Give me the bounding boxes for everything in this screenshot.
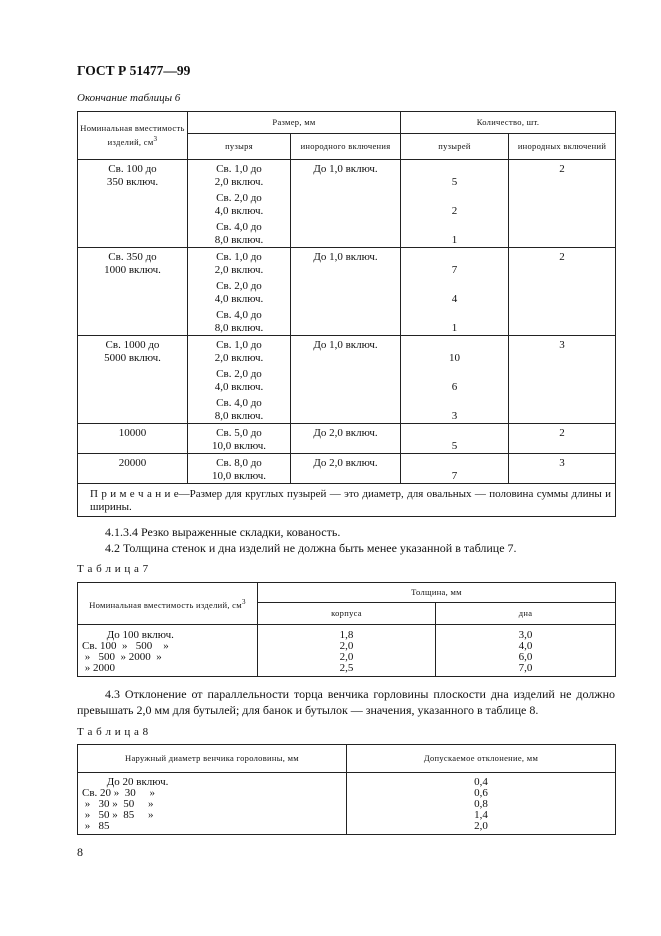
table8-caption: Т а б л и ц а 8: [77, 726, 149, 738]
capacity-cell: Св. 1000 до 5000 включ.: [78, 336, 188, 424]
bubble-size-cell: Св. 8,0 до 10,0 включ.: [188, 454, 291, 484]
table8-header-deviation: Допускаемое отклонение, мм: [347, 745, 616, 773]
table-7: [77, 582, 616, 677]
table-row: [78, 424, 616, 454]
table-row: [78, 160, 616, 248]
bubble-size-cell: Св. 1,0 до 2,0 включ. Св. 2,0 до 4,0 включ. Св. 4,0 до 8,0 включ.: [188, 336, 291, 424]
table7-header-body: корпуса: [258, 603, 436, 625]
inclusion-count-cell: 3: [509, 336, 616, 424]
table6-header-count: Количество, шт.: [401, 112, 616, 134]
table-row: [78, 773, 616, 835]
bottom-thickness-cell: 3,0 4,0 6,0 7,0: [436, 625, 616, 677]
deviation-cell: 0,4 0,6 0,8 1,4 2,0: [347, 773, 616, 835]
inclusion-size-cell: До 1,0 включ.: [291, 336, 401, 424]
paragraph-4-3: 4.3 Отклонение от параллельности торца венчика горловины плоскости дна изделий не должно превышать 2,0 мм для бутылей; для банок и бутылок — значения, указанного в таблице 8.: [77, 687, 615, 717]
table-row: [78, 248, 616, 336]
inclusion-size-cell: До 1,0 включ.: [291, 160, 401, 248]
table6-header-capacity: Номинальная вместимость изделий, $см^3$: [78, 112, 188, 160]
capacity-cell: Св. 100 до 350 включ.: [78, 160, 188, 248]
bubble-size-cell: Св. 1,0 до 2,0 включ. Св. 2,0 до 4,0 включ. Св. 4,0 до 8,0 включ.: [188, 160, 291, 248]
inclusion-size-cell: До 2,0 включ.: [291, 424, 401, 454]
table6-header-bubble-size: пузыря: [188, 134, 291, 160]
table8-header-diameter: Наружный диаметр венчика гороловины, мм: [78, 745, 347, 773]
capacity-cell: До 100 включ. Св. 100 » 500 » » 500 » 2000 » » 2000: [78, 625, 258, 677]
table6-header-inclusion-count: инородных включений: [509, 134, 616, 160]
inclusion-count-cell: 2: [509, 424, 616, 454]
paragraph-4-1-3-4: 4.1.3.4 Резко выраженные складки, кованость.: [105, 525, 341, 539]
table7-caption: Т а б л и ц а 7: [77, 563, 149, 575]
bubble-count-cell: 7: [401, 454, 509, 484]
bubble-count-cell: 5: [401, 424, 509, 454]
note-text: —Размер для круглых пузырей — это диаметр, для овальных — половина суммы длины и ширины.: [90, 488, 611, 513]
inclusion-size-cell: До 1,0 включ.: [291, 248, 401, 336]
capacity-cell: 20000: [78, 454, 188, 484]
capacity-cell: 10000: [78, 424, 188, 454]
bubble-count-cell: 7 4 1: [401, 248, 509, 336]
note-label: П р и м е ч а н и е: [90, 488, 179, 500]
table6-header-bubble-count: пузырей: [401, 134, 509, 160]
table-6: [77, 111, 616, 517]
bubble-count-cell: 10 6 3: [401, 336, 509, 424]
paragraph-4-2: 4.2 Толщина стенок и дна изделий не должна быть менее указанной в таблице 7.: [105, 541, 517, 555]
table6-caption: Окончание таблицы 6: [77, 92, 181, 104]
inclusion-size-cell: До 2,0 включ.: [291, 454, 401, 484]
table-row: [78, 454, 616, 484]
table-row: [78, 336, 616, 424]
diameter-cell: До 20 включ. Св. 20 » 30 » » 30 » 50 » » 50 » 85 » » 85: [78, 773, 347, 835]
table6-header-size: Размер, мм: [188, 112, 401, 134]
capacity-cell: Св. 350 до 1000 включ.: [78, 248, 188, 336]
bubble-size-cell: Св. 5,0 до 10,0 включ.: [188, 424, 291, 454]
table-8: [77, 744, 616, 835]
inclusion-count-cell: 3: [509, 454, 616, 484]
inclusion-count-cell: 2: [509, 160, 616, 248]
bubble-size-cell: Св. 1,0 до 2,0 включ. Св. 2,0 до 4,0 включ. Св. 4,0 до 8,0 включ.: [188, 248, 291, 336]
table7-header-capacity: Номинальная вместимость изделий, $см^3$: [78, 583, 258, 625]
body-thickness-cell: 1,8 2,0 2,0 2,5: [258, 625, 436, 677]
page-number: 8: [77, 845, 83, 859]
table7-header-thickness: Толщина, мм: [258, 583, 616, 603]
table-row: [78, 625, 616, 677]
document-title: ГОСТ Р 51477—99: [77, 63, 191, 78]
table6-note: [78, 484, 616, 517]
inclusion-count-cell: 2: [509, 248, 616, 336]
table7-header-bottom: дна: [436, 603, 616, 625]
bubble-count-cell: 5 2 1: [401, 160, 509, 248]
table6-header-inclusion-size: инородного включения: [291, 134, 401, 160]
